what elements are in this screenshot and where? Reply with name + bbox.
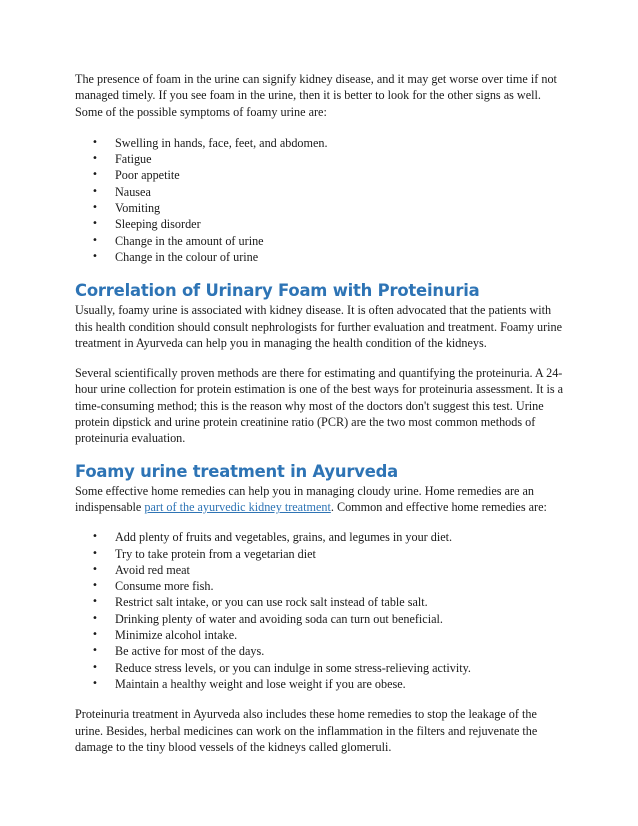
- intro-paragraph: The presence of foam in the urine can signify kidney disease, and it may get worse over time if not managed timely. If you see foam in the urine, then it is better to look for the other signs as well. Some of the possible symptoms of foamy urine are:: [75, 72, 557, 119]
- document-page: [75, 71, 565, 755]
- section-heading-treatment: Foamy urine treatment in Ayurveda: [75, 461, 399, 481]
- list-item: • Vomiting: [75, 200, 565, 216]
- symptoms-list: [75, 135, 565, 265]
- list-item: • Fatigue: [75, 151, 565, 167]
- section-heading-proteinuria: Correlation of Urinary Foam with Proteinuria: [75, 281, 480, 301]
- list-item: • Change in the colour of urine: [75, 249, 565, 265]
- list-item: • Reduce stress levels, or you can indulge in some stress-relieving activity.: [75, 660, 565, 676]
- list-item: • Change in the amount of urine: [75, 233, 565, 249]
- list-item: • Poor appetite: [75, 167, 565, 183]
- list-item: • Swelling in hands, face, feet, and abdomen.: [75, 135, 565, 151]
- list-item: • Avoid red meat: [75, 562, 565, 578]
- list-item: • Restrict salt intake, or you can use rock salt instead of table salt.: [75, 594, 565, 610]
- list-item: • Maintain a healthy weight and lose weight if you are obese.: [75, 676, 565, 692]
- proteinuria-paragraph-1: Usually, foamy urine is associated with kidney disease. It is often advocated that the patients with this health condition should consult nephrologists for further evaluation and treatment. Foamy urine treatment in Ayurveda can help you in managing the health condition of the kidneys.: [75, 303, 563, 350]
- list-item: • Consume more fish.: [75, 578, 565, 594]
- treatment-intro-text-end: . Common and effective home remedies are:: [330, 499, 547, 514]
- list-item: • Drinking plenty of water and avoiding soda can turn out beneficial.: [75, 611, 565, 627]
- list-item: • Sleeping disorder: [75, 216, 565, 232]
- remedies-list: [75, 529, 565, 692]
- list-item: • Try to take protein from a vegetarian diet: [75, 546, 565, 562]
- list-item: • Nausea: [75, 184, 565, 200]
- treatment-intro-text: Some effective home remedies can help you in managing cloudy urine. Home remedies are an indispensable: [75, 483, 535, 514]
- treatment-intro-paragraph: [75, 483, 565, 516]
- list-item: • Minimize alcohol intake.: [75, 627, 565, 643]
- proteinuria-paragraph-2: Several scientifically proven methods are there for estimating and quantifying the proteinuria. A 24-hour urine collection for protein estimation is one of the best ways for proteinuria assessment. It is a time-consuming method; this is the reason why most of the doctors don't suggest this test. Urine protein dipstick and urine protein creatinine ratio (PCR) are the two most common methods of proteinuria evaluation.: [75, 366, 564, 446]
- closing-paragraph: Proteinuria treatment in Ayurveda also includes these home remedies to stop the leakage of the urine. Besides, herbal medicines can work on the inflammation in the filters and rejuvenate the damage to the tiny blood vessels of the kidneys called glomeruli.: [75, 707, 538, 754]
- ayurvedic-kidney-treatment-link[interactable]: part of the ayurvedic kidney treatment: [144, 499, 331, 514]
- list-item: • Add plenty of fruits and vegetables, grains, and legumes in your diet.: [75, 529, 565, 545]
- list-item: • Be active for most of the days.: [75, 643, 565, 659]
